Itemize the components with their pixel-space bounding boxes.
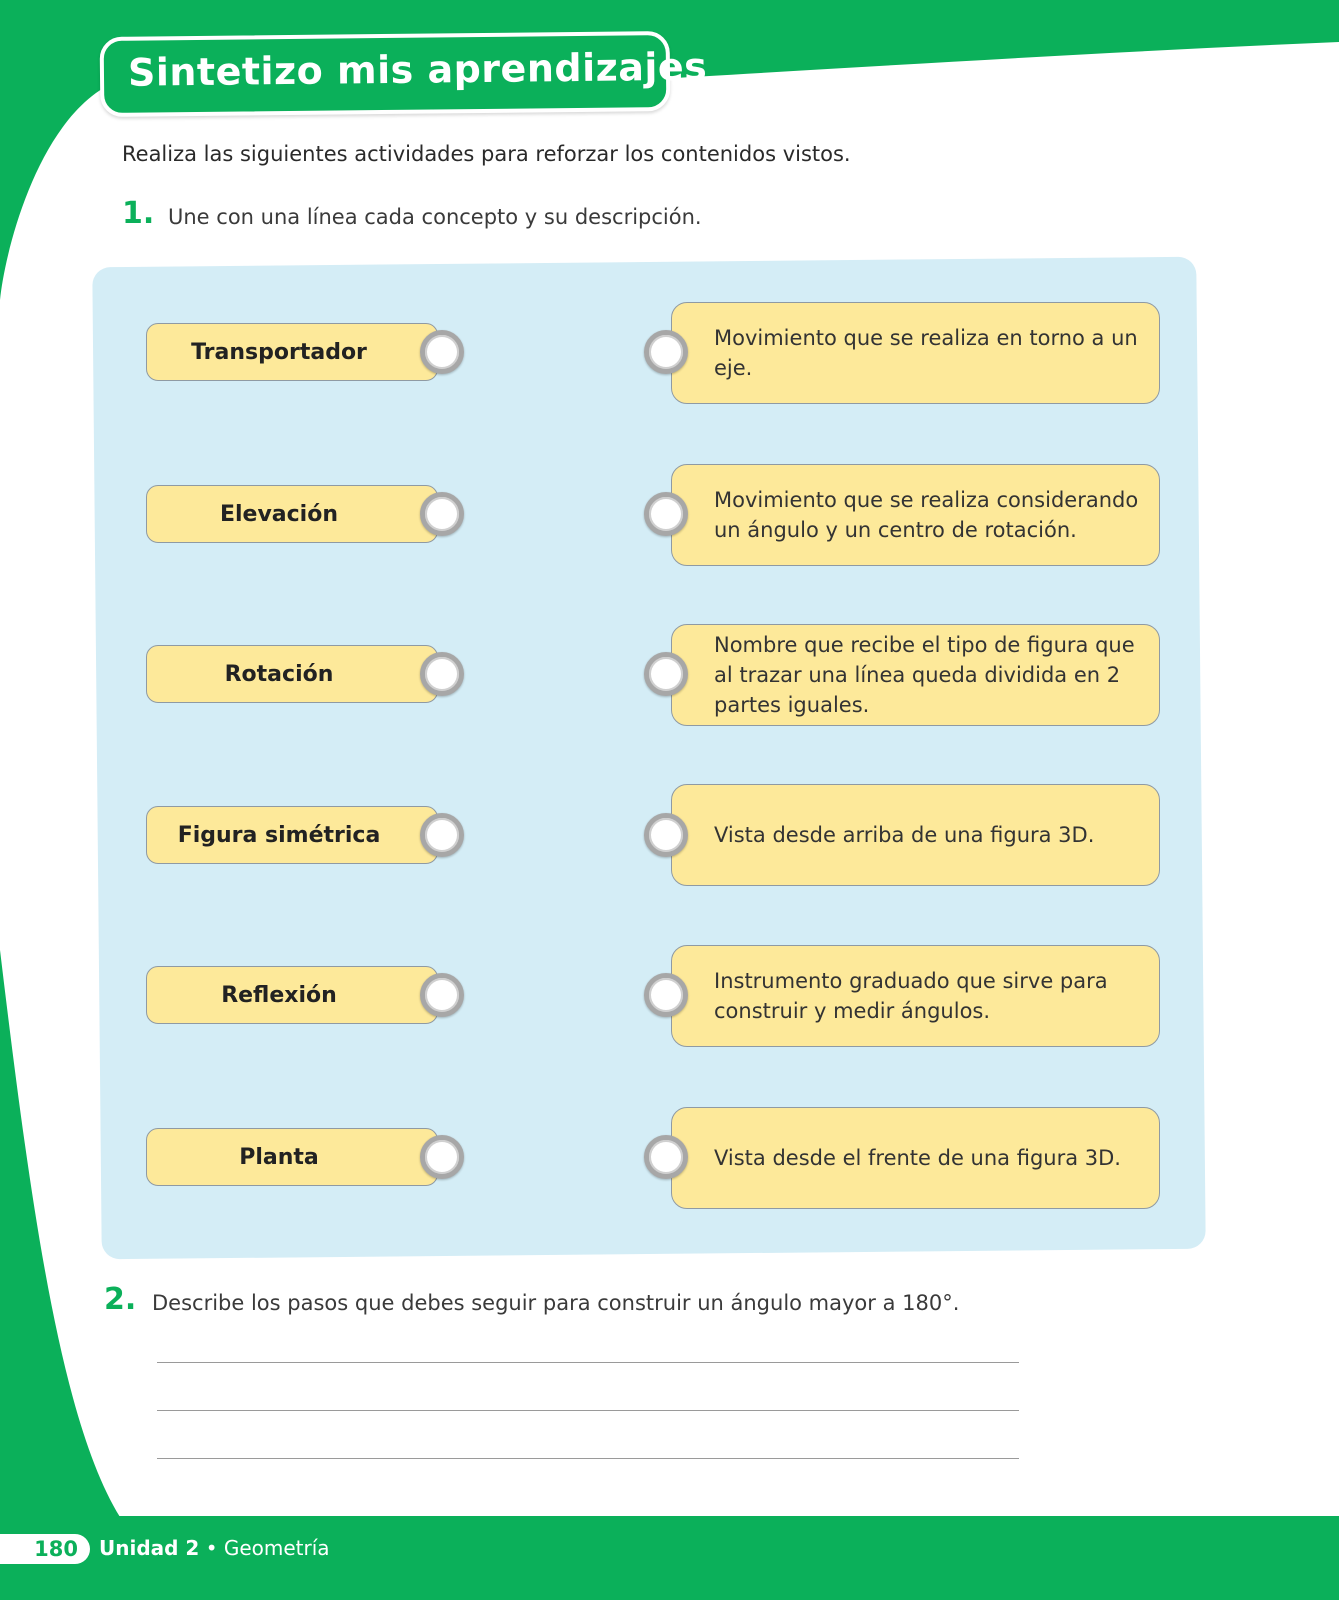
connector-ring-description-4[interactable]: [644, 813, 688, 857]
concept-label: Planta: [239, 1144, 319, 1170]
connector-ring-description-6[interactable]: [644, 1135, 688, 1179]
description-card-1: [671, 302, 1160, 404]
description-text: Nombre que recibe el tipo de figura que al trazar una línea queda dividida en 2 partes iguales.: [714, 633, 1135, 717]
footer-unit: Unidad 2: [99, 1536, 200, 1560]
description-text: Movimiento que se realiza en torno a un eje.: [714, 326, 1138, 380]
question-1-number: 1.: [122, 196, 155, 231]
concept-card-transportador: [146, 323, 438, 381]
description-card-4: [671, 784, 1160, 886]
page-title: Sintetizo mis aprendizajes: [127, 44, 708, 95]
answer-line[interactable]: [157, 1410, 1019, 1411]
concept-label: Reflexión: [221, 982, 337, 1008]
footer-separator: •: [205, 1536, 218, 1560]
description-card-6: [671, 1107, 1160, 1209]
title-banner: [100, 31, 708, 117]
description-text: Vista desde el frente de una figura 3D.: [714, 1146, 1121, 1170]
answer-line[interactable]: [157, 1362, 1019, 1363]
concept-label: Elevación: [219, 501, 339, 527]
connector-ring-description-1[interactable]: [644, 330, 688, 374]
description-card-2: [671, 464, 1160, 566]
connector-ring-concept-2[interactable]: [420, 492, 464, 536]
concept-card-figura-simetrica: [146, 806, 438, 864]
question-2-number: 2.: [104, 1282, 137, 1317]
connector-ring-concept-1[interactable]: [420, 330, 464, 374]
concept-card-elevacion: [146, 485, 438, 543]
description-text: Movimiento que se realiza considerando un ángulo y un centro de rotación.: [714, 488, 1139, 542]
concept-label: Figura simétrica: [177, 822, 381, 848]
description-card-3: [671, 624, 1160, 726]
footer-unit-label: [99, 1536, 330, 1560]
concept-card-rotacion: [146, 645, 438, 703]
concept-card-planta: [146, 1128, 438, 1186]
connector-ring-description-2[interactable]: [644, 492, 688, 536]
question-1-text: Une con una línea cada concepto y su descripción.: [168, 205, 702, 229]
question-2-text: Describe los pasos que debes seguir para construir un ángulo mayor a 180°.: [152, 1291, 960, 1315]
connector-ring-concept-3[interactable]: [420, 652, 464, 696]
description-text: Vista desde arriba de una figura 3D.: [714, 823, 1095, 847]
answer-line[interactable]: [157, 1458, 1019, 1459]
concept-label: Transportador: [191, 339, 367, 365]
concept-card-reflexion: [146, 966, 438, 1024]
footer-section: Geometría: [223, 1536, 330, 1560]
connector-ring-concept-6[interactable]: [420, 1135, 464, 1179]
concept-label: Rotación: [224, 661, 334, 687]
description-text: Instrumento graduado que sirve para construir y medir ángulos.: [714, 969, 1108, 1023]
connector-ring-concept-5[interactable]: [420, 973, 464, 1017]
connector-ring-concept-4[interactable]: [420, 813, 464, 857]
connector-ring-description-3[interactable]: [644, 652, 688, 696]
intro-text: Realiza las siguientes actividades para reforzar los contenidos vistos.: [122, 142, 851, 166]
page-number: 180: [0, 1534, 90, 1564]
description-card-5: [671, 945, 1160, 1047]
connector-ring-description-5[interactable]: [644, 973, 688, 1017]
